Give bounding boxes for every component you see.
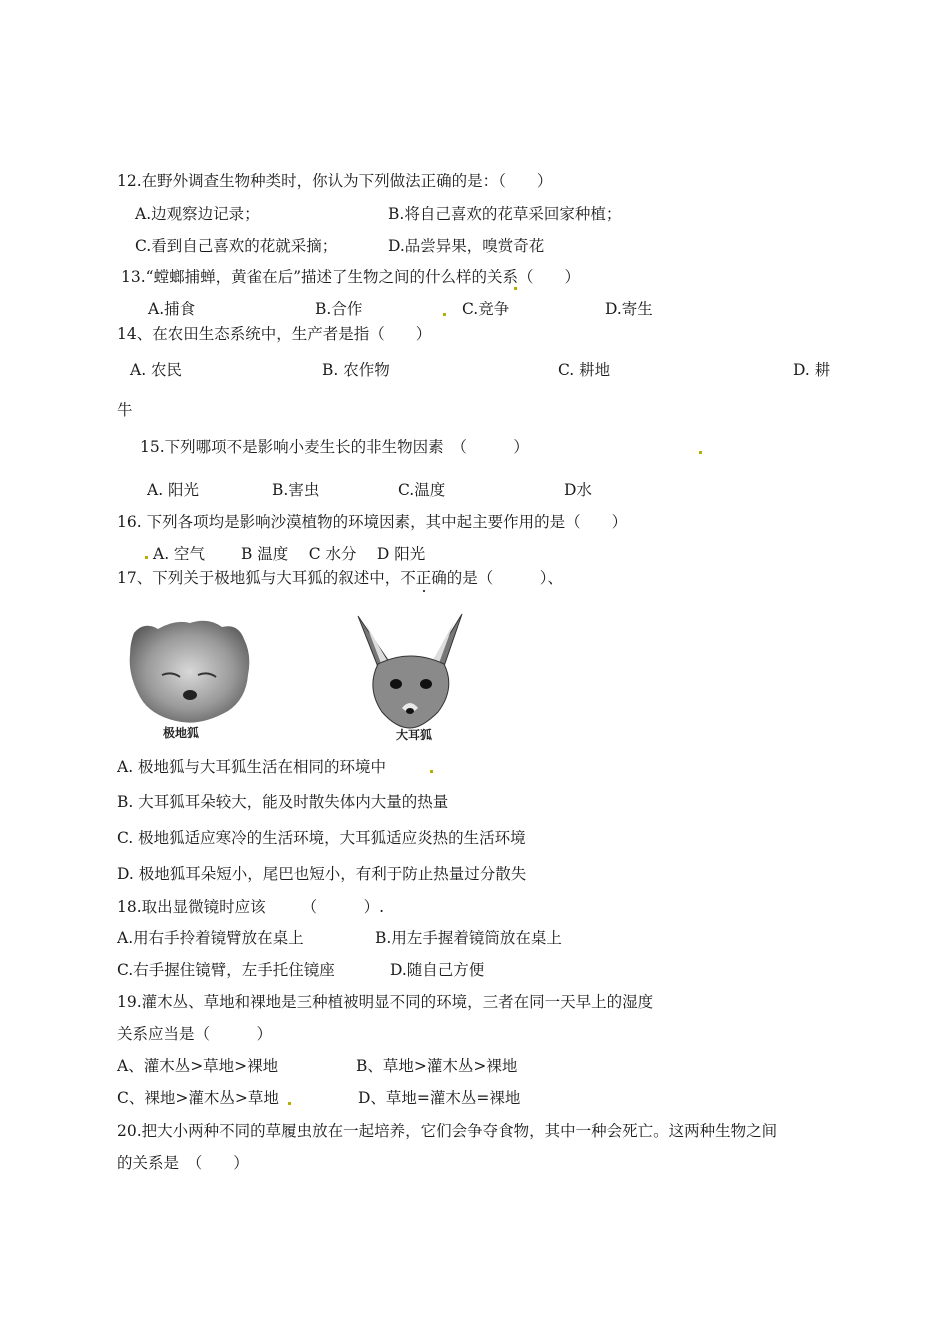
speck-mark [699,451,702,454]
q13-option-c: C.竞争 [462,300,510,318]
q12-stem: 12.在野外调查生物种类时，你认为下列做法正确的是：（ ） [117,172,553,190]
q19-option-a: A、灌木丛>草地>裸地 [117,1057,279,1075]
q14-option-b: B. 农作物 [322,361,390,379]
q18-option-c: C.右手握住镜臂，左手托住镜座 [117,961,335,979]
speck-mark [443,313,446,316]
q14-stem: 14、在农田生态系统中，生产者是指（ ） [117,325,432,343]
fennec-fox-image [352,612,468,736]
q18-option-b: B.用左手握着镜筒放在桌上 [375,929,562,947]
speck-mark [145,556,148,559]
speck-mark [430,770,433,773]
q13-option-a: A.捕食 [148,300,196,318]
q14-option-c: C. 耕地 [558,361,611,379]
q17-option-c: C. 极地狐适应寒冷的生活环境，大耳狐适应炎热的生活环境 [117,829,526,847]
q17-option-b: B. 大耳狐耳朵较大，能及时散失体内大量的热量 [117,793,449,811]
q17-option-a: A. 极地狐与大耳狐生活在相同的环境中 [117,758,387,776]
q14-option-d: D. 耕 [793,361,831,379]
q15-option-d: D水 [564,481,592,499]
speck-mark [514,287,517,290]
q12-option-d: D.品尝异果，嗅赏奇花 [388,237,545,255]
q13-option-d: D.寄生 [605,300,653,318]
arctic-fox-image [120,615,260,735]
q18-option-d: D.随自己方便 [390,961,485,979]
q17-stem: 17、下列关于极地狐与大耳狐的叙述中，不正确的是（ ）、 [117,569,563,587]
q12-option-b: B.将自己喜欢的花草采回家种植； [388,205,622,223]
q12-option-a: A.边观察边记录； [135,205,260,223]
q15-option-c: C.温度 [398,481,446,499]
q20-stem: 20.把大小两种不同的草履虫放在一起培养，它们会争夺食物，其中一种会死亡。这两种生物之间 [117,1122,778,1140]
q14-option-d-continued: 牛 [117,401,133,419]
q18-stem: 18.取出显微镜时应该 （ ）. [117,898,385,916]
arctic-fox-caption: 极地狐 [163,726,200,740]
q19-stem-continued: 关系应当是（ ） [117,1025,273,1043]
speck-mark [288,1102,291,1105]
q12-option-c: C.看到自己喜欢的花就采摘； [135,237,338,255]
q13-option-b: B.合作 [315,300,363,318]
q16-options: A. 空气 B 温度 C 水分 D 阳光 [153,545,426,563]
q17-option-d: D. 极地狐耳朵短小，尾巴也短小，有利于防止热量过分散失 [117,865,527,883]
q15-option-b: B.害虫 [272,481,320,499]
q16-stem: 16. 下列各项均是影响沙漠植物的环境因素，其中起主要作用的是（ ） [117,513,628,531]
q15-stem: 15.下列哪项不是影响小麦生长的非生物因素 （ ） [140,438,529,456]
q19-option-d: D、草地=灌木丛=裸地 [358,1089,521,1107]
q18-option-a: A.用右手拎着镜臂放在桌上 [117,929,304,947]
q14-option-a: A. 农民 [130,361,183,379]
q15-option-a: A. 阳光 [147,481,200,499]
q13-stem: 13.“螳螂捕蝉，黄雀在后”描述了生物之间的什么样的关系（ ） [121,268,581,286]
emphasis-dot [423,590,425,592]
q19-stem: 19.灌木丛、草地和裸地是三种植被明显不同的环境，三者在同一天早上的湿度 [117,993,654,1011]
q20-stem-continued: 的关系是 （ ） [117,1154,249,1172]
q19-option-c: C、裸地>灌木丛>草地 [117,1089,279,1107]
q19-option-b: B、草地>灌木丛>裸地 [356,1057,518,1075]
fennec-fox-caption: 大耳狐 [396,728,433,742]
